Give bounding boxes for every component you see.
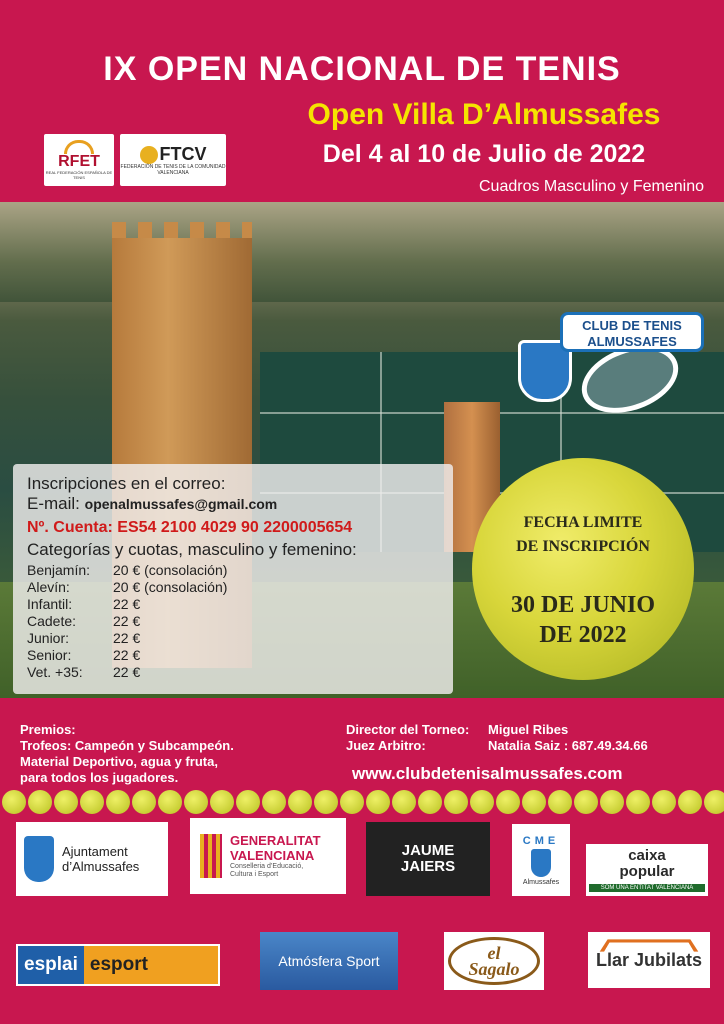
caixa-popular-logo: caixa popular SOM UNA ENTITAT VALENCIANA [586,844,708,896]
el-sagalo-logo: el Sagalo [444,932,544,990]
referee-name: Natalia Saiz : 687.49.34.66 [488,738,648,753]
tennis-ball-icon [262,790,286,814]
fee-row: Junior: 22 € [27,630,141,646]
fee-row: Infantil: 22 € [27,596,141,612]
draws-text: Cuadros Masculino y Femenino [479,178,704,195]
deadline-line1: FECHA LIMITE [523,514,643,531]
prizes-heading: Premios: [20,722,76,737]
fees-list [27,562,439,681]
tennis-ball-icon [80,790,104,814]
prizes-line: para todos los jugadores. [20,770,179,785]
tennis-ball-icon [140,146,158,164]
cme-shield-icon [531,849,551,877]
ajuntament-logo: Ajuntament d’Almussafes [16,822,168,896]
fee-row: Alevín: 20 € (consolación) [27,579,228,595]
llar-jubilats-logo: Llar Jubilats [588,932,710,988]
tennis-ball-icon [210,790,234,814]
tennis-ball-icon [496,790,520,814]
staff-block [346,722,648,754]
club-name-line2: ALMUSSAFES [587,334,677,349]
prizes-block [20,722,234,786]
tennis-ball-icon [600,790,624,814]
tennis-ball-icon [366,790,390,814]
director-label: Director del Torneo: [346,722,470,737]
tennis-ball-icon [184,790,208,814]
tennis-ball-icon [704,790,724,814]
registration-box [13,464,453,694]
rfet-logo-text: RFET [58,153,100,170]
fee-row: Cadete: 22 € [27,613,141,629]
tennis-ball-icon [574,790,598,814]
atmosfera-sport-logo: Atmósfera Sport [260,932,398,990]
page-title: IX OPEN NACIONAL DE TENIS [103,50,621,88]
tennis-ball-icon [288,790,312,814]
fee-row: Senior: 22 € [27,647,141,663]
tennis-ball-icon [418,790,442,814]
esplai-esport-logo: esplai esport [16,944,220,986]
rfet-arc-icon [64,140,94,154]
tennis-ball-icon [470,790,494,814]
rfet-logo [44,134,114,186]
email-address: openalmussafes@gmail.com [84,496,278,512]
tennis-ball-icon [54,790,78,814]
tennis-ball-icon [158,790,182,814]
prizes-line: Material Deportivo, agua y fruta, [20,754,218,769]
tennis-ball-icon [314,790,338,814]
trees-background [0,202,724,302]
tennis-ball-icon [548,790,572,814]
fee-row: Benjamín: 20 € (consolación) [27,562,228,578]
email-line [27,494,439,514]
deadline-date: 30 DE JUNIO [510,592,655,618]
prizes-line: Trofeos: Campeón y Subcampeón. [20,738,234,753]
ajuntament-shield-icon [24,836,54,882]
tennis-ball-icon [106,790,130,814]
jaume-jaiers-logo: JAUME JAIERS [366,822,490,896]
tennis-ball-icon [2,790,26,814]
ftcv-logo [120,134,226,186]
director-name: Miguel Ribes [488,722,569,737]
tennis-balls-row [0,790,724,816]
tennis-ball-icon [444,790,468,814]
rfet-logo-subtext: REAL FEDERACIÓN ESPAÑOLA DE TENIS [45,170,113,180]
tennis-ball-icon [392,790,416,814]
registration-heading: Inscripciones en el correo: [27,474,226,493]
deadline-year: DE 2022 [539,622,627,648]
website-link[interactable]: www.clubdetenisalmussafes.com [352,764,623,783]
generalitat-shield-icon [200,834,222,878]
tennis-ball-icon [236,790,260,814]
tennis-ball-icon [132,790,156,814]
event-dates: Del 4 al 10 de Julio de 2022 [322,140,646,168]
deadline-line2: DE INSCRIPCIÓN [516,538,650,555]
bank-account: Nº. Cuenta: ES54 2100 4029 90 2200005654 [27,519,353,536]
event-subtitle: Open Villa D’Almussafes [307,98,661,131]
tennis-ball-icon [652,790,676,814]
cme-logo: CME Almussafes [512,824,570,896]
roof-icon [600,939,699,951]
tennis-ball-icon [678,790,702,814]
tennis-ball-icon [28,790,52,814]
tennis-ball-icon [522,790,546,814]
club-name-line1: CLUB DE TENIS [582,318,682,333]
generalitat-logo: GENERALITAT VALENCIANA Conselleria d’Educació, Cultura i Esport [190,818,346,894]
fee-row: Vet. +35: 22 € [27,664,141,680]
ftcv-logo-text: FTCV [140,144,207,164]
club-logo [560,312,704,352]
tennis-ball-icon [340,790,364,814]
email-label: E-mail: [27,494,80,513]
categories-heading: Categorías y cuotas, masculino y femenino: [27,540,357,559]
deadline-tennis-ball [472,458,694,680]
referee-label: Juez Arbitro: [346,738,426,753]
tennis-ball-icon [626,790,650,814]
ftcv-logo-subtext: FEDERACIÓN DE TENIS DE LA COMUNIDAD VALENCIANA [120,164,226,177]
